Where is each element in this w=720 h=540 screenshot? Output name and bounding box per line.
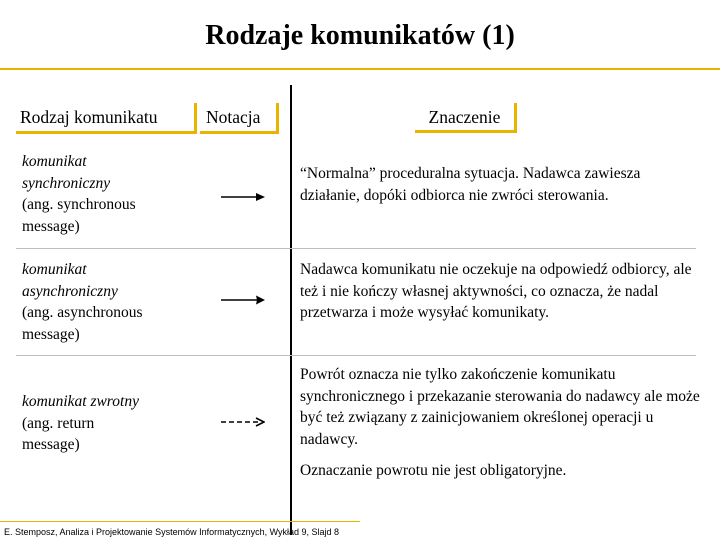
row-async-meaning: Nadawca komunikatu nie oczekuje na odpowiedź odbiorcy, ale też i nie kończy własnej aktywności, co oznacza, że nadal przetwarza i może wysyłać komunikaty. bbox=[300, 261, 692, 321]
row-sync-kind-line: (ang. synchronous bbox=[22, 196, 136, 213]
row-async-kind-line: komunikat bbox=[22, 261, 87, 278]
row-return-kind bbox=[22, 391, 197, 456]
row-async-kind-line: asynchroniczny bbox=[22, 282, 118, 300]
row-sync-kind bbox=[22, 151, 197, 237]
row-return-kind-line: (ang. return bbox=[22, 414, 95, 432]
half-arrow-icon bbox=[221, 294, 265, 306]
row-sync-kind-line: message) bbox=[22, 217, 80, 235]
column-divider bbox=[290, 85, 292, 535]
row-sync-kind-line: synchroniczny bbox=[22, 174, 111, 192]
footer-divider bbox=[0, 521, 360, 522]
header-meaning: Znaczenie bbox=[415, 103, 517, 133]
row-return-kind-line: komunikat zwrotny bbox=[22, 393, 139, 410]
header-kind: Rodzaj komunikatu bbox=[16, 103, 197, 134]
row-return-kind-line: message) bbox=[22, 436, 80, 453]
row-divider bbox=[16, 355, 696, 356]
row-divider bbox=[16, 248, 696, 249]
row-async-kind-line: message) bbox=[22, 325, 80, 343]
row-async-kind bbox=[22, 259, 197, 345]
slide-title: Rodzaje komunikatów (1) bbox=[205, 20, 515, 51]
row-return-note: Oznaczanie powrotu nie jest obligatoryjne. bbox=[300, 462, 567, 479]
row-sync-meaning: “Normalna” proceduralna sytuacja. Nadawca zawiesza działanie, dopóki odbiorca nie zwróci sterowania. bbox=[300, 165, 641, 204]
footer-citation: E. Stemposz, Analiza i Projektowanie Systemów Informatycznych, Wykład 9, Slajd 8 bbox=[4, 527, 340, 537]
header-notation: Notacja bbox=[200, 103, 279, 134]
row-async-kind-line: (ang. asynchronous bbox=[22, 304, 143, 321]
row-sync-kind-line: komunikat bbox=[22, 153, 87, 170]
title-divider bbox=[0, 68, 720, 70]
solid-arrow-icon bbox=[221, 191, 265, 203]
dashed-arrow-icon bbox=[221, 416, 265, 428]
row-return-meaning: Powrót oznacza nie tylko zakończenie komunikatu synchronicznego i przekazanie sterowania do nadawcy ale może być też związany z zainicjowaniem określonej operacji u nadawcy. bbox=[300, 366, 700, 448]
